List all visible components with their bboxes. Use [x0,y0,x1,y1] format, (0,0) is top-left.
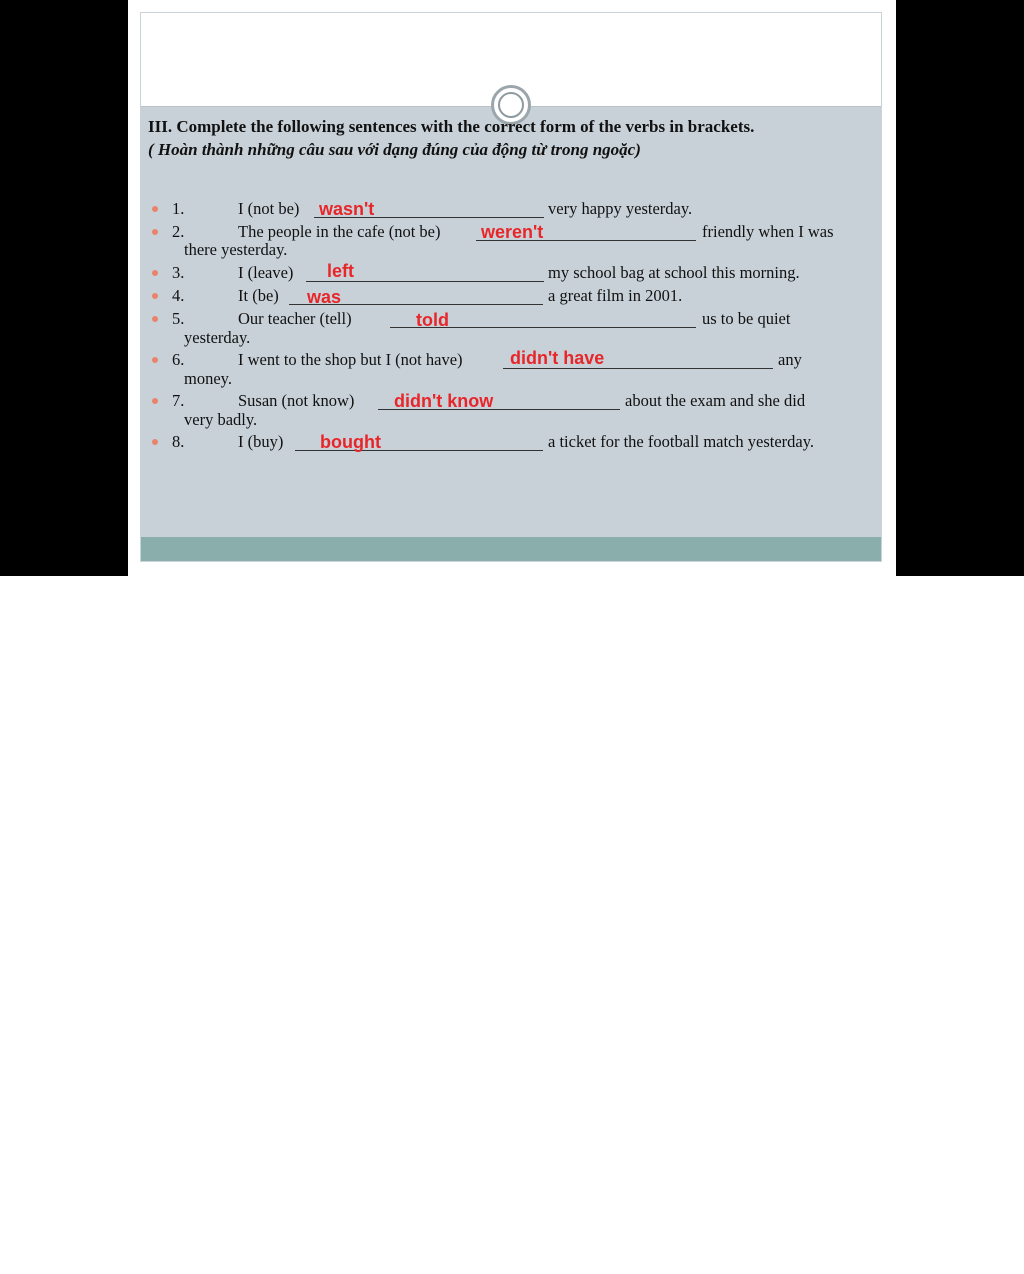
item-number: 1. [172,199,185,218]
exercise-list [128,0,868,550]
answer-text: wasn't [319,199,375,219]
item-number: 5. [172,309,185,328]
item-prompt: I (buy) [238,432,284,451]
item-continuation: a ticket for the football match yesterday. [548,432,815,451]
item-prompt: I went to the shop but I (not have) [238,350,463,369]
item-number: 3. [172,263,185,282]
item-continuation: very happy yesterday. [548,199,693,218]
bullet-icon [152,270,158,276]
bullet-icon [152,439,158,445]
exercise-subtitle: ( Hoàn thành những câu sau với dạng đúng của động từ trong ngoặc) [148,140,641,159]
item-prompt: I (not be) [238,199,300,218]
item-number: 8. [172,432,185,451]
item-prompt: The people in the cafe (not be) [238,222,441,241]
item-continuation: a great film in 2001. [548,286,683,305]
item-continuation: any [778,350,802,369]
answer-text: didn't have [510,348,605,368]
item-continuation: about the exam and she did [625,391,806,410]
item-prompt: It (be) [238,286,279,305]
bullet-icon [152,357,158,363]
item-prompt: Our teacher (tell) [238,309,352,328]
bullet-icon [152,398,158,404]
item-prompt: Susan (not know) [238,391,355,410]
item-wrap-text: there yesterday. [184,240,288,259]
bullet-icon [152,316,158,322]
answer-text: weren't [481,222,544,242]
bullet-icon [152,229,158,235]
bullet-icon [152,206,158,212]
exercise-title: III. Complete the following sentences with the correct form of the verbs in brackets. [148,117,755,136]
item-number: 6. [172,350,185,369]
item-wrap-text: money. [184,369,232,388]
item-wrap-text: yesterday. [184,328,251,347]
answer-text: told [416,310,449,330]
item-continuation: us to be quiet [702,309,791,328]
answer-text: bought [320,432,381,452]
answer-text: left [327,261,354,281]
item-number: 2. [172,222,185,241]
item-wrap-text: very badly. [184,410,258,429]
slide [128,0,896,576]
answer-text: didn't know [394,391,494,411]
answer-text: was [307,287,342,307]
item-prompt: I (leave) [238,263,294,282]
item-continuation: friendly when I was [702,222,834,241]
item-continuation: my school bag at school this morning. [548,263,800,282]
item-number: 7. [172,391,185,410]
item-number: 4. [172,286,185,305]
bullet-icon [152,293,158,299]
